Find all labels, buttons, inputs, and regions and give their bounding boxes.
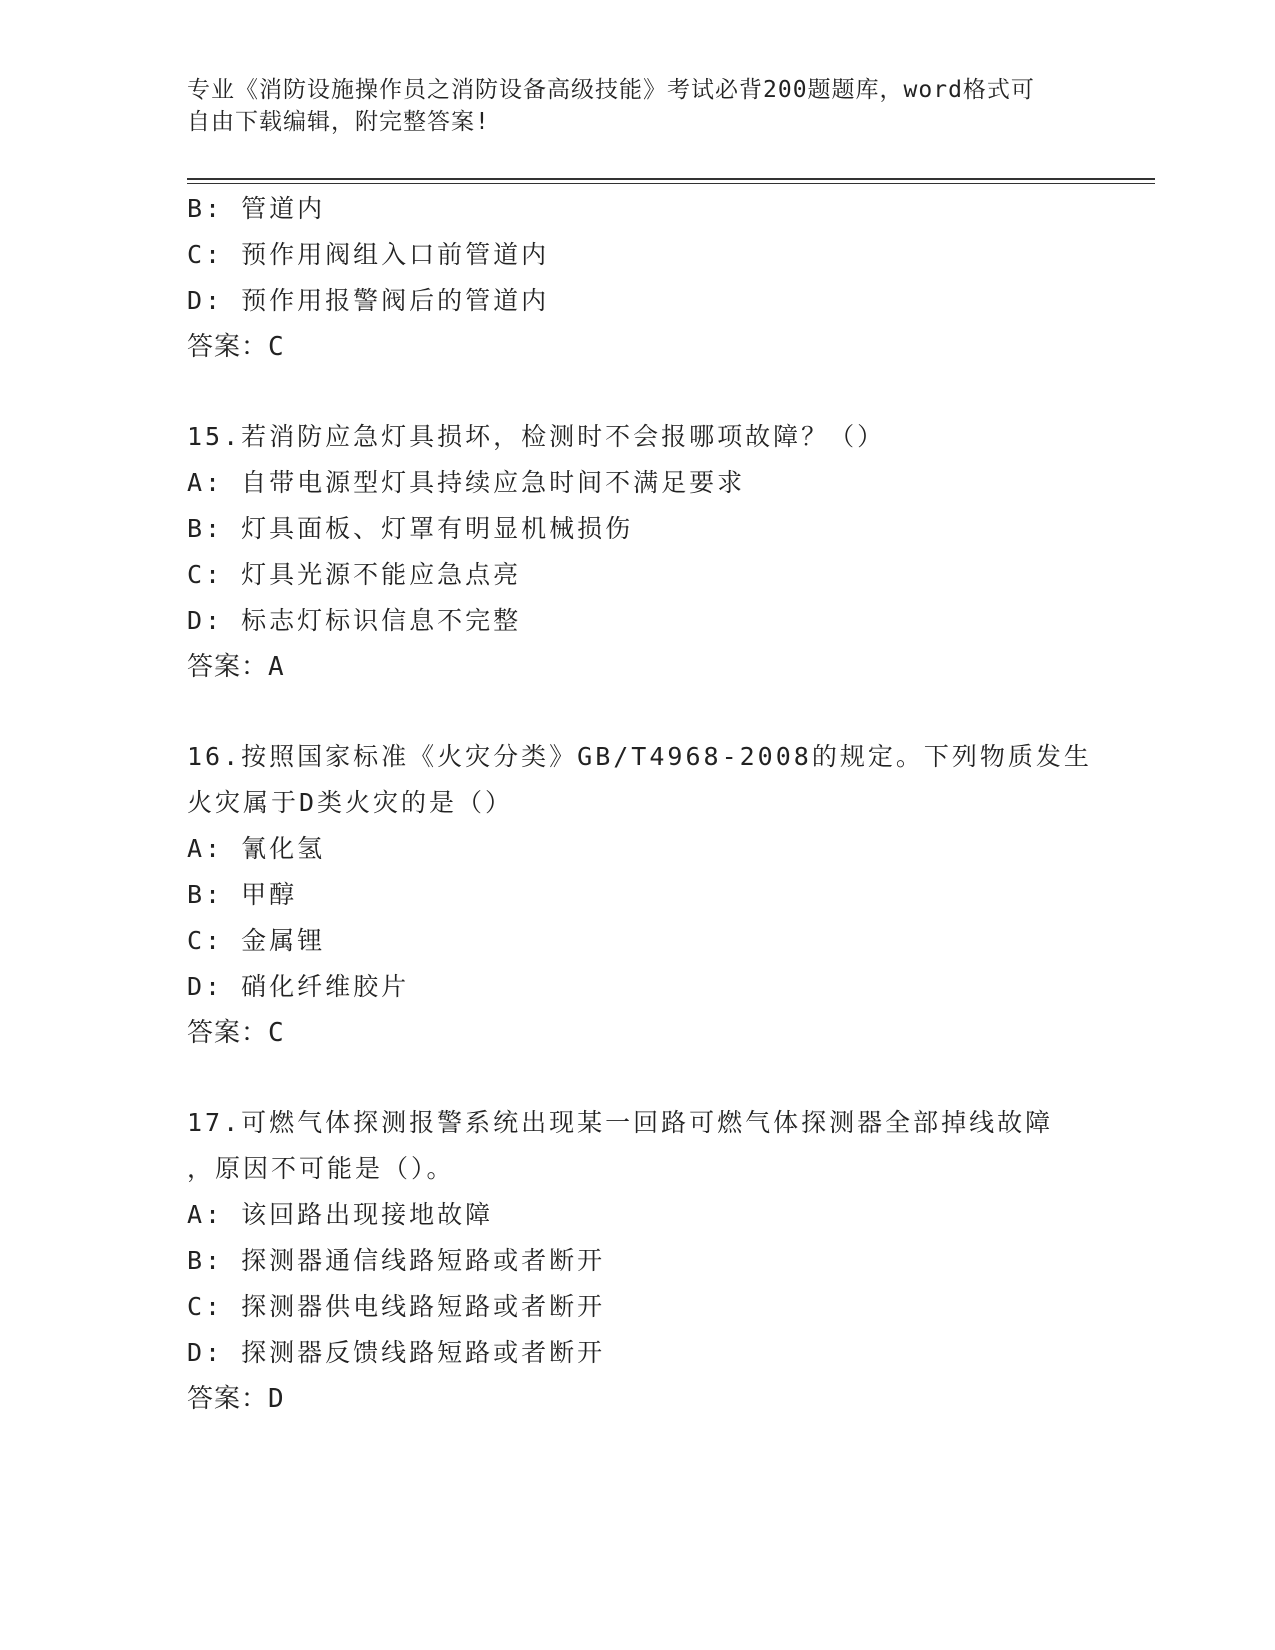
q16-option-b: B: 甲醇 [187,880,298,909]
question-15 [187,414,1087,690]
q14-option-b: B: 管道内 [187,194,326,223]
header-divider-thin [187,183,1155,184]
q15-option-a: A: 自带电源型灯具持续应急时间不满足要求 [187,468,746,497]
document-body [187,186,1092,1422]
q16-stem-line-1: 16.按照国家标准《火灾分类》GB/T4968-2008的规定。下列物质发生 [187,742,1092,771]
q16-option-a: A: 氰化氢 [187,834,326,863]
q15-answer-value: A [268,652,285,682]
q16-answer-label: 答案： [187,1018,269,1048]
q14-answer-value: C [268,332,285,362]
q16-answer-value: C [268,1018,285,1048]
q17-option-a: A: 该回路出现接地故障 [187,1200,494,1229]
q17-option-c: C: 探测器供电线路短路或者断开 [187,1292,606,1321]
q14-option-d: D: 预作用报警阀后的管道内 [187,286,550,315]
q14-answer [187,324,1087,370]
q14-option-c: C: 预作用阀组入口前管道内 [187,240,550,269]
q15-answer [187,644,1087,690]
q16-option-d: D: 硝化纤维胶片 [187,972,410,1001]
q16-option-c: C: 金属锂 [187,926,326,955]
q17-stem-line-2: ，原因不可能是（）。 [187,1154,455,1183]
q16-stem-line-2: 火灾属于D类火灾的是（） [187,788,514,817]
question-16 [187,734,1092,1056]
q17-answer-value: D [268,1384,285,1414]
q14-answer-label: 答案： [187,332,269,362]
q15-option-b: B: 灯具面板、灯罩有明显机械损伤 [187,514,634,543]
q15-option-c: C: 灯具光源不能应急点亮 [187,560,522,589]
q15-answer-label: 答案： [187,652,269,682]
q17-stem-line-1: 17.可燃气体探测报警系统出现某一回路可燃气体探测器全部掉线故障 [187,1108,1054,1137]
header-line-1: 专业《消防设施操作员之消防设备高级技能》考试必背200题题库，word格式可 [187,77,1035,103]
q17-option-d: D: 探测器反馈线路短路或者断开 [187,1338,606,1367]
q17-option-b: B: 探测器通信线路短路或者断开 [187,1246,606,1275]
q17-answer [187,1376,1087,1422]
q15-stem: 15.若消防应急灯具损坏，检测时不会报哪项故障？（） [187,422,886,451]
question-17 [187,1100,1087,1422]
q16-answer [187,1010,1087,1056]
q17-answer-label: 答案： [187,1384,269,1414]
header-divider [187,178,1155,180]
page-header [187,74,1067,138]
header-line-2: 自由下载编辑，附完整答案! [187,109,490,135]
q15-option-d: D: 标志灯标识信息不完整 [187,606,522,635]
question-14 [187,186,1087,370]
